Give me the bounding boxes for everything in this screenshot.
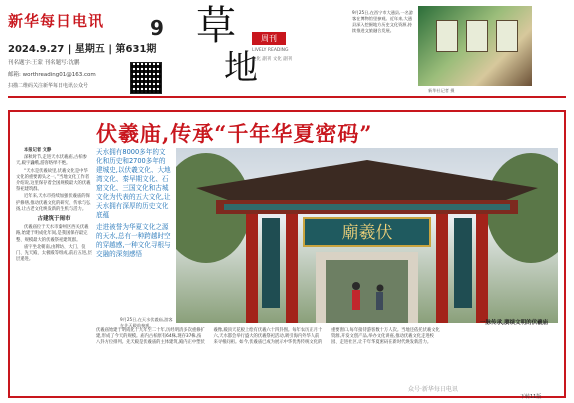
top-photo-blurb: 9月25日,在西宁市大通县,一名游客在博物馆里参观。近年来,大通县深入挖掘地方历史文化资源,持续推进文旅融合发展。 [352,10,413,33]
continued-note: 下转11版 [520,394,542,400]
temple-roof [196,160,538,200]
column-title-char-2: 地 [224,48,258,88]
visitor [377,285,384,292]
column-subtitle-en: LIVELY READING [252,48,289,53]
pillar [286,214,298,323]
left-paragraph: 近年来,天水市持续加强伏羲庙的保护修缮,推动伏羲文化的研究、传承与弘扬,让古老文化焕发新的生机与活力。 [16,194,91,212]
left-paragraph: 深秋时节,走进天水伏羲庙,古柏参天,殿宇巍峨,游客络绎不绝。 [16,155,87,167]
watermark: 众号·新华每日电讯 [408,386,458,393]
summary-paragraph: 天水拥有8000多年的文化和历史和2700多年的建城史,以伏羲文化、大地湾文化、秦早期文化、石窟文化、三国文化和古城文化为代表的五大文化,让天水拥有深厚的历史文化底蕴 [96,148,171,219]
weekly-badge: 周刊 [252,32,286,45]
pillar [476,214,488,323]
column-title [196,3,258,88]
left-subhead: 古建筑于闹市 [37,216,71,223]
top-photo-caption: 新华社记者 摄 [428,88,455,93]
page-number: 9 [150,16,164,40]
couplet-board-right [454,218,472,308]
article-headline: 伏羲庙,传承“千年华夏密码” [96,121,373,146]
couplet-board-left [262,218,280,308]
contact-email: 邮箱: worthreading01@163.com [8,72,96,78]
left-text-column [16,148,92,264]
pillar [436,214,448,323]
left-paragraph: 伏羲庙位于天水市秦州区西关伏羲路,始建于明成化年间,是我国保存最完整、规模最大的伏羲祭祀建筑群。 [16,225,89,243]
temple-photo [176,148,558,323]
bottom-text-columns: 伏羲庙始建于明成化十九年至二十年,历经明清多次重修扩建,形成了今天的规模。庙内古柏原有64株,现存37株,按八卦方位排列。先天殿是伏羲庙的主体建筑,殿内正中塑伏羲像,殿顶天花板上绘有伏羲六十四卦图。每年农历正月十六,天水都会举行盛大的伏羲祭祀活动,吸引海内外华人前来寻根问祖。如今,伏羲庙已成为展示中华优秀传统文化的重要窗口,每年接待游客数十万人次。当地还依托伏羲文化资源,开发文创产品,举办文化讲座,推动伏羲文化走进校园、走进社区,让千年华夏密码在新时代焕发新活力。 [96,328,440,346]
qr-code-icon[interactable] [130,62,162,94]
top-museum-photo [418,6,532,86]
staff-credits: 刊名题字:王蒙 刊名题写:沈鹏 [8,60,80,66]
left-paragraph: “天水是伏羲故里,伏羲文化是中华文化的重要源头之一。”当地文化工作者介绍说,这里保存着全国规模最大的伏羲祭祀建筑群。 [16,168,91,193]
pillar [246,214,258,323]
qr-note: 扫描二维码关注新华每日电讯公众号 [8,83,89,89]
column-subtitle-cn: 文化 副刊 文化 副刊 [252,57,293,62]
visitor [352,290,360,310]
temple-bracket-band [224,204,510,210]
visitor [352,282,360,290]
header-divider [8,96,566,98]
left-paragraph: 庙宇坐北朝南,由牌坊、大门、仪门、先天殿、太极殿等组成,前后五进,层层递进。 [16,244,92,263]
article-summary [96,148,172,262]
summary-paragraph: 走进被誉为华夏文化之源的天水,总有一种跨越时空的穿越感,一种文化寻根与交融的深刻感悟 [96,223,171,258]
issue-date-line: 2024.9.27 | 星期五 | 第631期 [8,44,157,55]
inner-courtyard [326,260,408,323]
byline: 本报记者 文静 [24,148,52,153]
column-title-char-1: 草 [196,3,236,49]
temple-illustration [176,148,558,323]
right-subhead: 一脉传承,赓续文明的伏羲庙 [480,320,549,326]
visitor [376,292,383,310]
newspaper-masthead: 新华每日电讯 [8,12,105,30]
photo-caption: 9月25日,在天水伏羲庙,游客在先天殿前参观。 [120,317,173,328]
gate-plaque-text: 廟羲伏 [341,223,393,243]
